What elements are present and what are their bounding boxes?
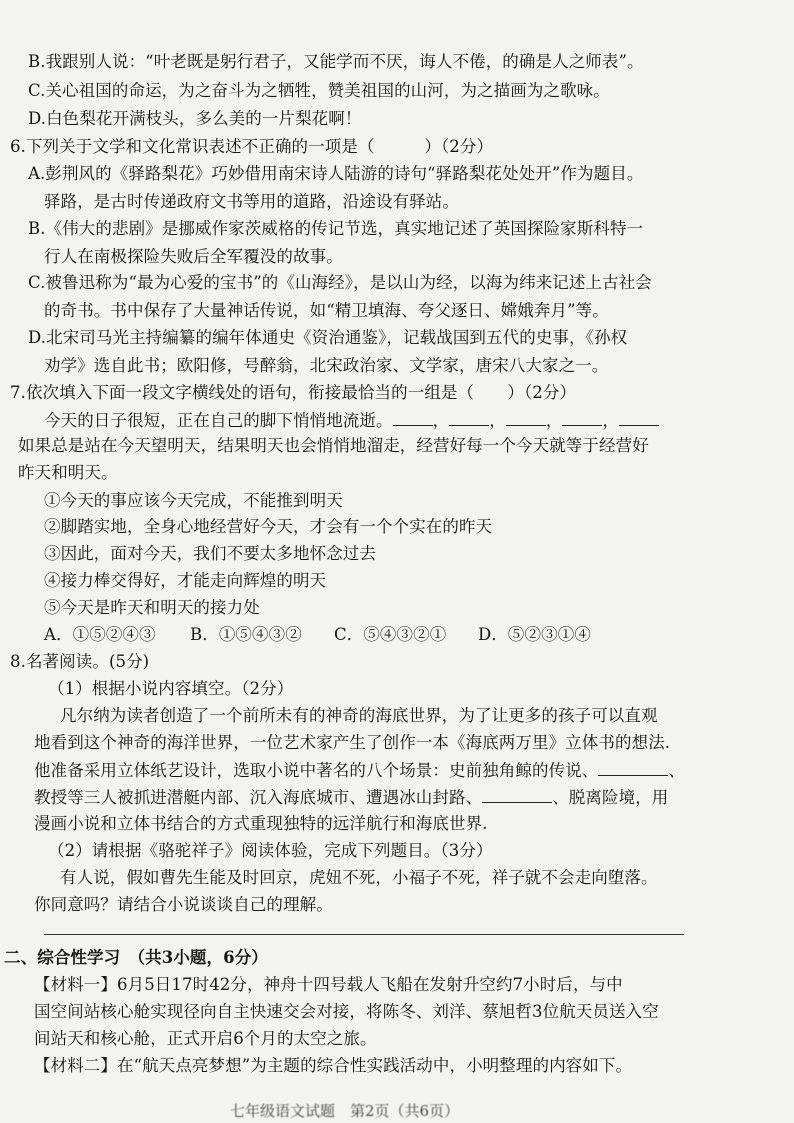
q8-question-2: 你同意吗？请结合小说谈谈自己的理解。 — [34, 895, 333, 914]
q7-option-b[interactable]: B．①⑤④③② — [190, 625, 302, 644]
q7-sentence-3: ③因此，面对今天，我们不要太多地怀念过去 — [44, 544, 376, 563]
page-footer: 七年级语文试题 第2页（共6页） — [230, 1102, 460, 1120]
answer-line — [44, 934, 684, 935]
q7-options — [44, 625, 684, 645]
material-2-line: 【材料二】在“航天点亮梦想”为主题的综合性实践活动中，小明整理的内容如下。 — [34, 1056, 633, 1075]
material-1-line-3: 间站天和核心舱，正式开启6个月的太空之旅。 — [34, 1029, 377, 1048]
q6-stem: 6.下列关于文学和文化常识表述不正确的一项是（ ）（2分） — [10, 137, 494, 156]
q8-question-1: 有人说，假如曹先生能及时回京，虎妞不死，小福子不死，祥子就不会走向堕落。 — [60, 868, 658, 887]
material-1-line-1: 【材料一】6月5日17时42分，神舟十四号载人飞船在发射升空约7小时后，与中 — [34, 975, 623, 994]
fill-blank-1[interactable] — [393, 410, 433, 426]
option-d-line: D.白色梨花开满枝头，多么美的一片梨花啊！ — [28, 109, 362, 128]
q8-sub2: （2）请根据《骆驼祥子》阅读体验，完成下列题目。（3分） — [48, 841, 493, 860]
fill-blank-4[interactable] — [562, 410, 602, 426]
q7-stem: 7.依次填入下面一段文字横线处的语句，衔接最恰当的一组是（ ）（2分） — [10, 383, 577, 402]
q7-passage-1: 今天的日子很短，正在自己的脚下悄悄地流逝。 ， ， ， ， — [44, 410, 659, 431]
q7-option-c[interactable]: C．⑤④③②① — [334, 625, 447, 644]
q6-option-c-2: 的奇书。书中保存了大量神话传说，如“精卫填海、夸父逐日、嫦娥奔月”等。 — [44, 301, 609, 320]
q8-passage-4: 教授等三人被抓进潜艇内部、沉入海底城市、遭遇冰山封路、 、脱离险境，用 — [34, 788, 669, 807]
q6-option-d-1: D.北宋司马光主持编纂的编年体通史《资治通鉴》，记载战国到五代的史事，《孙权 — [28, 328, 628, 347]
q8-passage-1: 凡尔纳为读者创造了一个前所未有的神奇的海底世界，为了让更多的孩子可以直观 — [60, 706, 658, 725]
fill-blank-3[interactable] — [506, 410, 546, 426]
q6-option-a-1: A.彭荆风的《驿路梨花》巧妙借用南宋诗人陆游的诗句“驿路梨花处处开”作为题目。 — [28, 164, 644, 183]
fill-blank-scene-1[interactable] — [598, 760, 668, 776]
fill-blank-2[interactable] — [449, 410, 489, 426]
material-1-line-2: 国空间站核心舱实现径向自主快速交会对接，将陈冬、刘洋、蔡旭哲3位航天员送入空 — [34, 1002, 659, 1021]
q8-passage-5: 漫画小说和立体书结合的方式重现独特的远洋航行和海底世界. — [34, 814, 488, 833]
q8-passage-3: 他准备采用立体纸艺设计，选取小说中著名的八个场景：史前独角鲸的传说、 、 — [34, 761, 686, 780]
q8-stem: 8.名著阅读。(5分) — [10, 652, 150, 671]
q7-option-d[interactable]: D．⑤②③①④ — [478, 625, 591, 644]
section-2-title: 二、综合性学习 （共3小题，6分） — [4, 948, 268, 967]
q7-option-a[interactable]: A．①⑤②④③ — [44, 625, 156, 644]
q7-sentence-5: ⑤今天是昨天和明天的接力处 — [44, 598, 260, 617]
option-b-line: B.我跟别人说：“叶老既是躬行君子，又能学而不厌，诲人不倦，的确是人之师表”。 — [28, 52, 644, 71]
q6-option-c-1: C.被鲁迅称为“最为心爱的宝书”的《山海经》，是以山为经，以海为纬来记述上古社会 — [28, 273, 652, 292]
q8-passage-2: 地看到这个神奇的海洋世界，一位艺术家产生了创作一本《海底两万里》立体书的想法. — [34, 733, 671, 752]
q8-sub1: （1）根据小说内容填空。（2分） — [48, 679, 294, 698]
q7-sentence-1: ①今天的事应该今天完成，不能推到明天 — [44, 491, 343, 510]
q7-passage-text: 今天的日子很短，正在自己的脚下悄悄地流逝。 — [44, 411, 393, 430]
q6-option-b-2: 行人在南极探险失败后全军覆没的故事。 — [44, 247, 343, 266]
fill-blank-scene-2[interactable] — [482, 787, 552, 803]
q7-sentence-2: ②脚踏实地，全身心地经营好今天，才会有一个个实在的昨天 — [44, 517, 493, 536]
option-c-line: C.关心祖国的命运，为之奋斗为之牺牲，赞美祖国的山河，为之描画为之歌咏。 — [28, 81, 610, 100]
q6-option-a-2: 驿路，是古时传递政府文书等用的道路，沿途设有驿站。 — [44, 192, 459, 211]
q6-option-b-1: B.《伟大的悲剧》是挪威作家茨威格的传记节选，真实地记述了英国探险家斯科特一 — [28, 219, 644, 238]
q7-sentence-4: ④接力棒交得好，才能走向辉煌的明天 — [44, 571, 327, 590]
q7-passage-2: 如果总是站在今天望明天，结果明天也会悄悄地溜走，经营好每一个今天就等于经营好 — [18, 436, 649, 455]
q6-option-d-2: 劝学》选自此书；欧阳修，号醉翁，北宋政治家、文学家，唐宋八大家之一。 — [44, 356, 609, 375]
q7-passage-3: 昨天和明天。 — [18, 463, 118, 482]
fill-blank-5[interactable] — [619, 410, 659, 426]
